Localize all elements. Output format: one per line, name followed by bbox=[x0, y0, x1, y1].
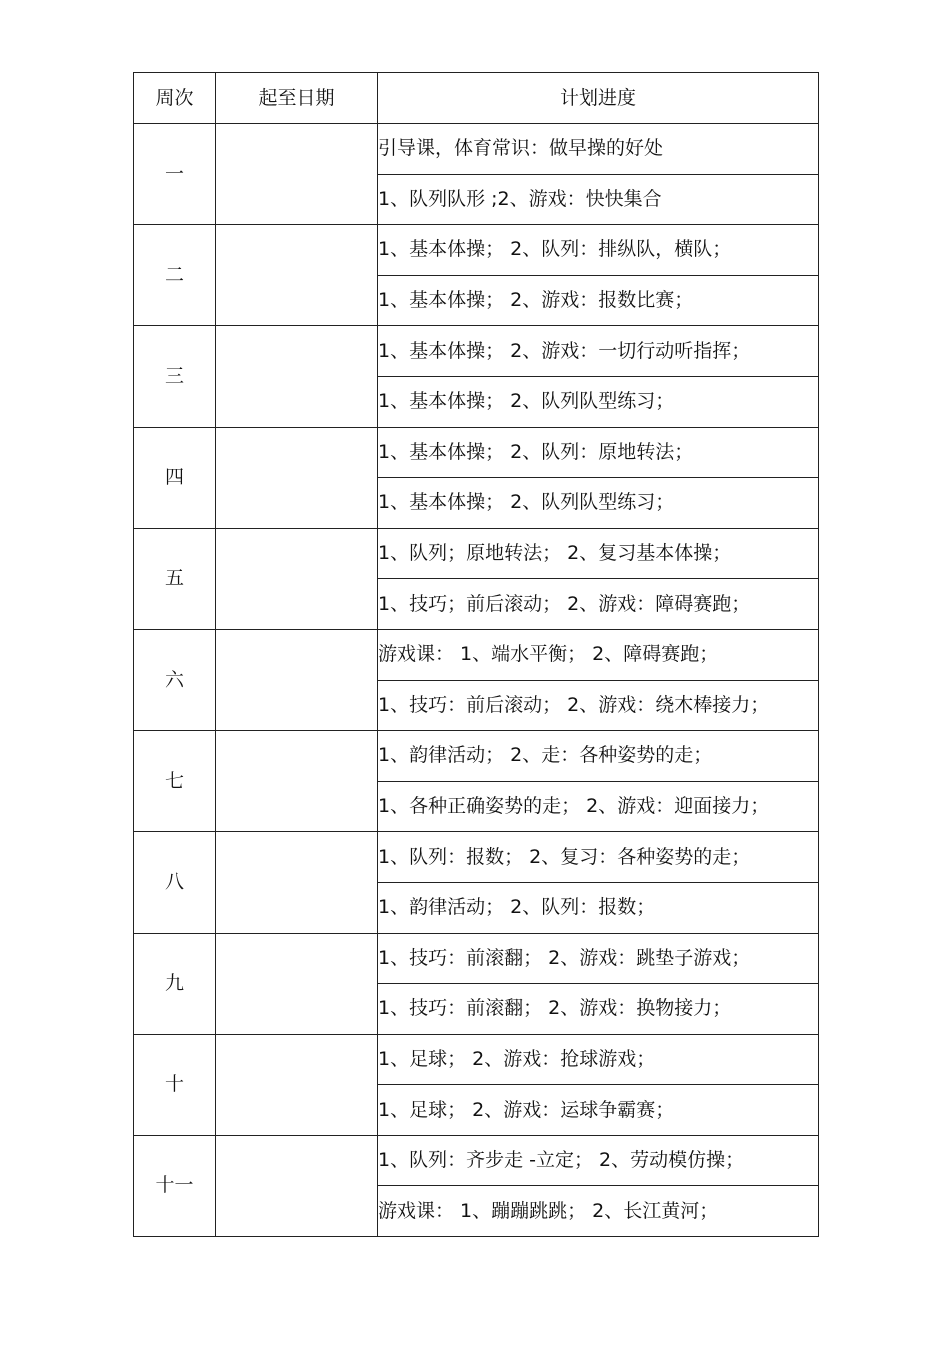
plan-item: 1、基本体操； 2、游戏：一切行动听指挥； bbox=[378, 326, 819, 377]
plan-item: 1、基本体操； 2、队列队型练习； bbox=[378, 376, 819, 427]
week-row-4-a bbox=[134, 427, 819, 478]
plan-item: 1、技巧：前滚翻； 2、游戏：换物接力； bbox=[378, 984, 819, 1035]
plan-item: 1、队列；原地转法； 2、复习基本体操； bbox=[378, 528, 819, 579]
plan-body bbox=[134, 124, 819, 1237]
date-range-cell bbox=[216, 1034, 378, 1135]
week-label: 八 bbox=[134, 832, 216, 933]
header-week: 周次 bbox=[134, 73, 216, 124]
week-row-7-a bbox=[134, 731, 819, 782]
date-range-cell bbox=[216, 629, 378, 730]
plan-item: 引导课，体育常识：做早操的好处 bbox=[378, 124, 819, 175]
date-range-cell bbox=[216, 731, 378, 832]
header-plan: 计划进度 bbox=[378, 73, 819, 124]
plan-item: 1、队列队形 ;2、游戏：快快集合 bbox=[378, 174, 819, 225]
header-row bbox=[134, 73, 819, 124]
date-range-cell bbox=[216, 326, 378, 427]
week-label: 十 bbox=[134, 1034, 216, 1135]
plan-item: 1、韵律活动； 2、走：各种姿势的走； bbox=[378, 731, 819, 782]
date-range-cell bbox=[216, 1135, 378, 1236]
date-range-cell bbox=[216, 832, 378, 933]
plan-item: 1、各种正确姿势的走； 2、游戏：迎面接力； bbox=[378, 781, 819, 832]
week-row-10-a bbox=[134, 1034, 819, 1085]
plan-item: 1、技巧；前后滚动； 2、游戏：障碍赛跑； bbox=[378, 579, 819, 630]
plan-item: 1、队列：报数； 2、复习：各种姿势的走； bbox=[378, 832, 819, 883]
teaching-plan-table bbox=[133, 72, 819, 1237]
week-row-11-a bbox=[134, 1135, 819, 1186]
week-label: 五 bbox=[134, 528, 216, 629]
week-label: 一 bbox=[134, 124, 216, 225]
plan-item: 1、队列：齐步走 -立定； 2、劳动模仿操； bbox=[378, 1135, 819, 1186]
date-range-cell bbox=[216, 933, 378, 1034]
plan-item: 1、基本体操； 2、游戏：报数比赛； bbox=[378, 275, 819, 326]
week-label: 二 bbox=[134, 225, 216, 326]
week-label: 十一 bbox=[134, 1135, 216, 1236]
plan-item: 1、足球； 2、游戏：抢球游戏； bbox=[378, 1034, 819, 1085]
week-row-9-a bbox=[134, 933, 819, 984]
week-label: 六 bbox=[134, 629, 216, 730]
date-range-cell bbox=[216, 225, 378, 326]
week-row-8-a bbox=[134, 832, 819, 883]
week-label: 四 bbox=[134, 427, 216, 528]
plan-item: 游戏课： 1、端水平衡； 2、障碍赛跑； bbox=[378, 629, 819, 680]
week-row-1-a bbox=[134, 124, 819, 175]
week-row-6-a bbox=[134, 629, 819, 680]
week-row-2-a bbox=[134, 225, 819, 276]
plan-item: 1、技巧：前滚翻； 2、游戏：跳垫子游戏； bbox=[378, 933, 819, 984]
date-range-cell bbox=[216, 124, 378, 225]
week-row-3-a bbox=[134, 326, 819, 377]
header-dates: 起至日期 bbox=[216, 73, 378, 124]
week-label: 九 bbox=[134, 933, 216, 1034]
date-range-cell bbox=[216, 528, 378, 629]
plan-item: 1、基本体操； 2、队列队型练习； bbox=[378, 478, 819, 529]
plan-item: 1、韵律活动； 2、队列：报数； bbox=[378, 882, 819, 933]
plan-item: 1、基本体操； 2、队列：排纵队，横队； bbox=[378, 225, 819, 276]
plan-item: 游戏课： 1、蹦蹦跳跳； 2、长江黄河； bbox=[378, 1186, 819, 1237]
date-range-cell bbox=[216, 427, 378, 528]
week-label: 七 bbox=[134, 731, 216, 832]
week-label: 三 bbox=[134, 326, 216, 427]
week-row-5-a bbox=[134, 528, 819, 579]
plan-item: 1、足球； 2、游戏：运球争霸赛； bbox=[378, 1085, 819, 1136]
plan-item: 1、基本体操； 2、队列：原地转法； bbox=[378, 427, 819, 478]
plan-item: 1、技巧：前后滚动； 2、游戏：绕木棒接力； bbox=[378, 680, 819, 731]
